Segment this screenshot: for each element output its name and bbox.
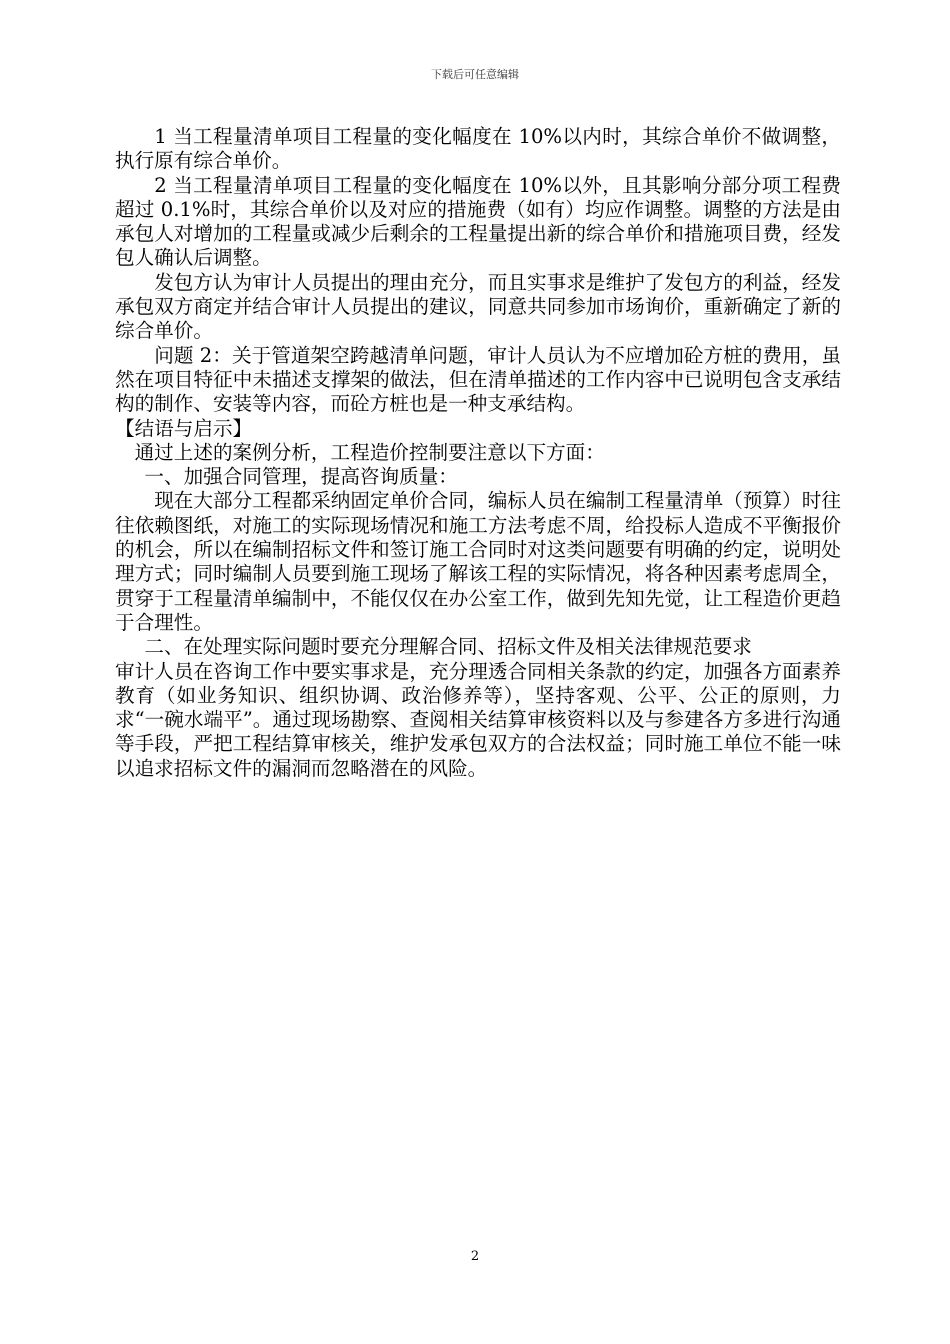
subheading-contract-management: 一、加强合同管理，提高咨询质量： bbox=[144, 465, 458, 489]
paragraph-question-2: 问题 2：关于管道架空跨越清单问题，审计人员认为不应增加砼方桩的费用，虽然在项目特征中未描述支撑架的做法，但在清单描述的工作内容中已说明包含支承结构的制作、安装等内容，而砼方桩也是一种支承结构。 bbox=[115, 343, 841, 416]
subheading-practical-issues: 二、在处理实际问题时要充分理解合同、招标文件及相关法律规范要求 bbox=[144, 635, 752, 659]
paragraph-rule-2: 2 当工程量清单项目工程量的变化幅度在 10%以外，且其影响分部分项工程费超过 0.1%时，其综合单价以及对应的措施费（如有）均应作调整。调整的方法是由承包人对增加的工程量或减少后剩余的工程量提出新的综合单价和措施项目费，经发包人确认后调整。 bbox=[115, 173, 841, 270]
page-header-note: 下载后可任意编辑 bbox=[431, 68, 519, 81]
paragraph-rule-1: 1 当工程量清单项目工程量的变化幅度在 10%以内时，其综合单价不做调整，执行原有综合单价。 bbox=[115, 125, 841, 173]
document-body bbox=[115, 125, 841, 781]
paragraph-auditor-practice: 审计人员在咨询工作中要实事求是，充分理透合同相关条款的约定，加强各方面素养教育（如业务知识、组织协调、政治修养等），坚持客观、公平、公正的原则，力求“一碗水端平”。通过现场勘察、查阅相关结算审核资料以及与参建各方多进行沟通等手段，严把工程结算审核关，维护发承包双方的合法权益；同时施工单位不能一味以追求招标文件的漏洞而忽略潜在的风险。 bbox=[115, 659, 841, 780]
section-heading-conclusion: 【结语与启示】 bbox=[115, 416, 253, 440]
paragraph-employer-opinion: 发包方认为审计人员提出的理由充分，而且实事求是维护了发包方的利益，经发承包双方商定并结合审计人员提出的建议，同意共同参加市场询价，重新确定了新的综合单价。 bbox=[115, 270, 841, 343]
paragraph-contract-management: 现在大部分工程都采纳固定单价合同，编标人员在编制工程量清单（预算）时往往依赖图纸，对施工的实际现场情况和施工方法考虑不周，给投标人造成不平衡报价的机会，所以在编制招标文件和签订施工合同时对这类问题要有明确的约定，说明处理方式；同时编制人员要到施工现场了解该工程的实际情况，将各种因素考虑周全，贯穿于工程量清单编制中，不能仅仅在办公室工作，做到先知先觉，让工程造价更趋于合理性。 bbox=[115, 489, 841, 634]
page-number: 2 bbox=[470, 1249, 480, 1264]
paragraph-summary-intro: 通过上述的案例分析，工程造价控制要注意以下方面： bbox=[134, 440, 605, 464]
